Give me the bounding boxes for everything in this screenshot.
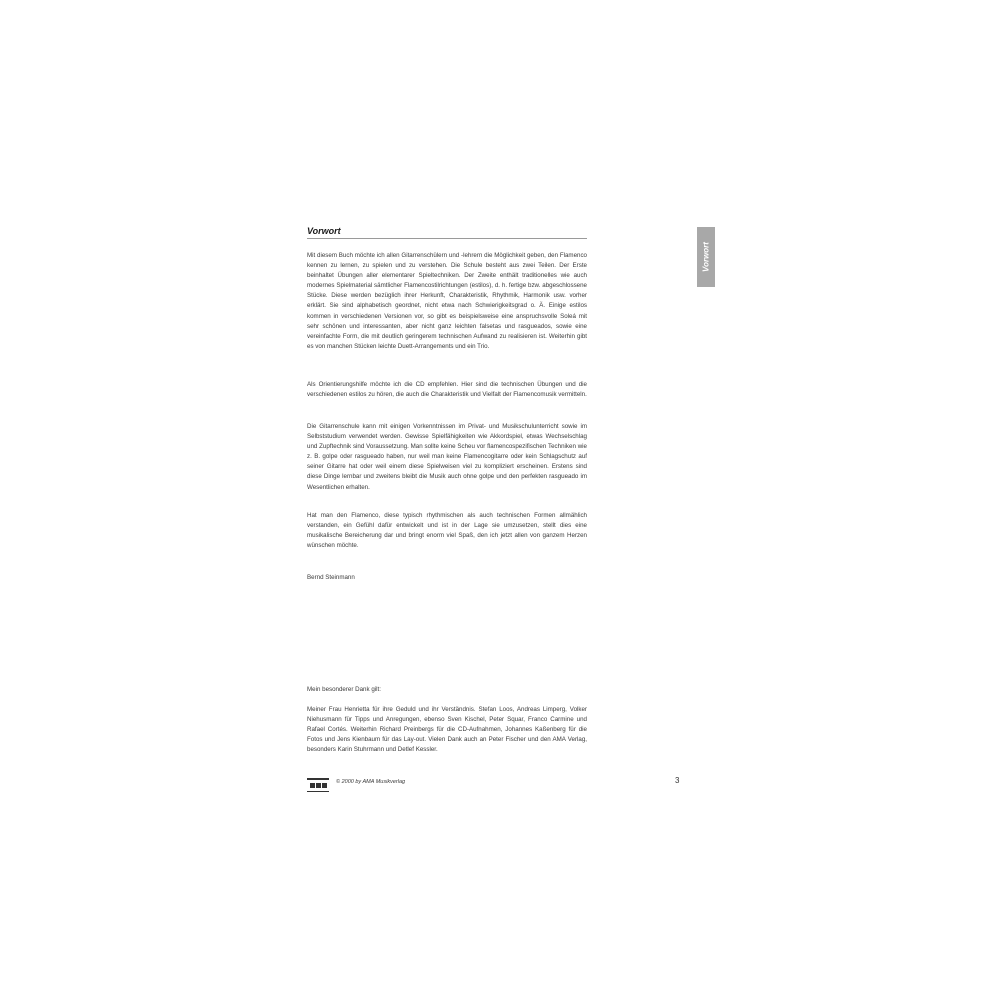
ama-logo bbox=[307, 778, 329, 792]
paragraph-cd: Als Orientierungshilfe möchte ich die CD empfehlen. Hier sind die technischen Übungen und die verschiedenen estilos zu hören, die auch die Charakteristik und Vielfalt der Flamencomusik vermitteln. bbox=[307, 381, 587, 399]
author-signature: Bernd Steinmann bbox=[307, 574, 355, 581]
paragraph-intro: Mit diesem Buch möchte ich allen Gitarrenschülern und -lehrern die Möglichkeit geben, den Flamenco kennen zu lernen, zu spielen und zu verstehen. Die Schule besteht aus zwei Teilen. Der Erste beinhaltet Übungen aller elementarer Spieltechniken. Der Zweite enthält traditionelles wie auch modernes Spielmaterial sämtlicher Flamencostilrichtungen (estilos), d. h. fertige bzw. abgeschlossene Stücke. Diese werden bezüglich ihrer Herkunft, Charakteristik, Rhythmik, Harmonik usw. vorher erklärt. Sie sind alphabetisch geordnet, nicht etwa nach Schwierigkeitsgrad o. Ä. Einige estilos kommen in verschiedenen Versionen vor, so gibt es beispielsweise eine anspruchsvolle Soleá mit sehr schönen und interessanten, aber nicht ganz leichten falsetas und rasgueados, sowie eine vereinfachte Form, die mit deutlich geringerem technischen Aufwand zu realisieren ist. Weiterhin gibt es von manchen Stücken leichte Duett-Arrangements und ein Trio. bbox=[307, 252, 587, 350]
section-tab-label: Vorwort bbox=[701, 242, 711, 272]
section-tab bbox=[697, 227, 715, 287]
page-number: 3 bbox=[675, 776, 680, 785]
thanks-heading: Mein besonderer Dank gilt: bbox=[307, 686, 381, 693]
page-title: Vorwort bbox=[307, 226, 341, 236]
title-rule bbox=[307, 238, 587, 239]
copyright-notice: © 2000 by AMA Musikverlag bbox=[336, 779, 406, 785]
thanks-paragraph: Meiner Frau Henrietta für ihre Geduld und ihr Verständnis. Stefan Loos, Andreas Limperg, Volker Niehusmann für Tipps und Anregungen, ebenso Sven Kischel, Peter Squar, Franco Carmine und Rafael Cortés. Weiterhin Richard Preinbergs für die CD-Aufnahmen, Johannes Kaßenberg für die Fotos und Jens Kienbaum für das Lay-out. Vielen Dank auch an Peter Fischer und den AMA Verlag, besonders Karin Stuhrmann und Detlef Kessler. bbox=[307, 706, 587, 754]
paragraph-closing: Hat man den Flamenco, diese typisch rhythmischen als auch technischen Formen allmählich verstanden, ein Gefühl dafür entwickelt und ist in der Lage sie umzusetzen, stellt dies eine musikalische Bereicherung dar und bringt enorm viel Spaß, den ich jetzt allen von ganzem Herzen wünschen möchte. bbox=[307, 512, 587, 550]
paragraph-usage: Die Gitarrenschule kann mit einigen Vorkenntnissen im Privat- und Musikschulunterricht sowie im Selbststudium verwendet werden. Gewisse Spielfähigkeiten wie Akkordspiel, etwas Wechselschlag und Zupftechnik sind Voraussetzung. Man sollte keine Scheu vor flamencospezifischen Techniken wie z. B. golpe oder rasgueado haben, nur weil man keine Flamencogitarre oder kein Schlagschutz auf seiner Gitarre hat oder weil einem diese Spielweisen viel zu kompliziert erscheinen. Erstens sind diese Dinge lernbar und zweitens bleibt die Musik auch ohne golpe und den perfekten rasgueado im Wesentlichen erhalten. bbox=[307, 423, 587, 491]
